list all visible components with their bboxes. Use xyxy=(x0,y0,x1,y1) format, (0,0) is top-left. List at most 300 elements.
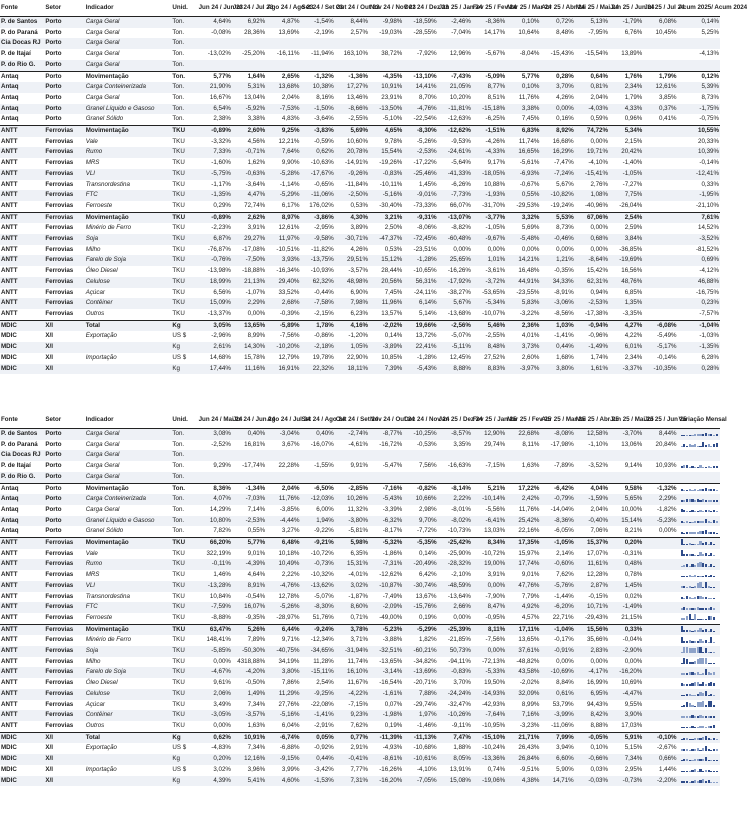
table-header xyxy=(0,412,720,429)
value-cell: 12,61% xyxy=(643,82,677,93)
value-cell: -5,67% xyxy=(485,50,506,58)
value-cell: -1,93% xyxy=(472,190,506,201)
value-cell: -3,77% xyxy=(472,212,506,223)
value-cell: -25,42% xyxy=(438,538,472,549)
value-cell: -4,10% xyxy=(588,159,608,167)
value-cell: 2,22% xyxy=(438,494,472,505)
value-cell: -25,90% xyxy=(447,549,471,557)
value-cell: 0,77% xyxy=(335,732,369,743)
indicador-cell: Milho xyxy=(85,657,101,665)
value-cell: -4,01% xyxy=(348,571,369,579)
value-cell: 0,00% xyxy=(590,657,608,665)
value-cell: -1,75% xyxy=(678,104,720,115)
value-cell: -3,39% xyxy=(382,505,403,513)
value-cell: 5,25% xyxy=(701,28,719,36)
value-cell xyxy=(678,38,720,49)
setor-cell: Ferrovias xyxy=(44,581,84,592)
setor-cell: Ferrovias xyxy=(44,126,84,137)
value-cell: -0,94% xyxy=(575,320,609,331)
value-cell: -3,23% xyxy=(519,721,540,729)
table-row xyxy=(0,635,720,646)
value-cell: 0,41% xyxy=(659,115,677,123)
value-cell: 0,96% xyxy=(624,115,643,123)
fonte-cell: ANTT xyxy=(1,309,18,317)
unidade-cell: Kg xyxy=(171,776,197,787)
unidade-cell: Ton. xyxy=(172,527,185,535)
indicador-cell xyxy=(85,754,172,765)
value-cell: -2,19% xyxy=(314,28,334,36)
value-cell: 63,47% xyxy=(198,624,232,635)
value-cell: -0,10% xyxy=(643,732,677,743)
fonte-cell: P. de Santos xyxy=(0,17,44,28)
value-cell: 163,10% xyxy=(343,50,369,58)
table-row xyxy=(0,483,720,494)
value-cell: 10,00% xyxy=(621,505,643,513)
value-cell xyxy=(575,472,609,483)
value-cell: -5,09% xyxy=(472,71,506,82)
unidade-cell: Ton. xyxy=(172,462,185,470)
value-cell: -1,86% xyxy=(382,549,403,557)
value-cell: 7,98% xyxy=(335,298,369,309)
value-cell: 8,42% xyxy=(575,710,609,721)
value-cell xyxy=(575,60,609,71)
value-cell: 6,00% xyxy=(316,505,334,513)
value-cell: 2,76% xyxy=(590,180,608,188)
setor-cell: Ferrovias xyxy=(44,147,84,158)
value-cell: 2,57% xyxy=(350,28,369,36)
sparkline xyxy=(679,473,719,481)
value-cell: 4,92% xyxy=(506,602,540,613)
table-row xyxy=(0,472,720,483)
setor-cell: Ferrovias xyxy=(45,636,74,644)
value-cell: 7,45% xyxy=(384,288,403,296)
value-cell xyxy=(643,169,677,180)
indicador-cell: Movimentação xyxy=(85,212,172,223)
value-cell: -4,93% xyxy=(382,744,403,752)
value-cell: 21,71% xyxy=(506,732,540,743)
value-cell: -14,91% xyxy=(344,159,369,167)
value-cell: -7,03% xyxy=(232,494,266,505)
setor-cell: Porto xyxy=(45,440,62,448)
value-cell: -6,25% xyxy=(485,115,506,123)
value-cell: -0,67% xyxy=(519,180,540,188)
value-cell xyxy=(643,234,677,245)
sparkline xyxy=(679,571,719,579)
value-cell: 13,65% xyxy=(518,636,540,644)
value-cell: -16,54% xyxy=(379,679,403,687)
indicador-cell: Exportação xyxy=(85,332,117,340)
value-cell: 3,05% xyxy=(198,320,232,331)
unidade-cell: Ton. xyxy=(171,429,197,440)
fonte-cell: ANTT xyxy=(1,571,18,579)
value-cell: -5,47% xyxy=(382,462,403,470)
value-cell: -15,41% xyxy=(575,169,609,180)
sparkline-bar xyxy=(716,739,718,740)
value-cell: 7,75% xyxy=(609,190,643,201)
value-cell: -10,63% xyxy=(310,159,334,167)
value-cell: 2,22% xyxy=(281,571,300,579)
value-cell: 7,45% xyxy=(521,115,540,123)
header-cell: Fonte xyxy=(0,0,44,17)
value-cell: 10,85% xyxy=(381,353,403,361)
value-cell: -2,56% xyxy=(438,320,472,331)
setor-cell: Ferrovias xyxy=(44,710,84,721)
value-cell: 11,32% xyxy=(347,505,369,513)
unidade-cell: Ton. xyxy=(171,483,197,494)
value-cell: 3,84% xyxy=(609,234,643,245)
value-cell: -6,88% xyxy=(279,744,300,752)
setor-cell: X/I xyxy=(44,776,84,787)
table-row xyxy=(0,266,720,277)
value-cell: -5,16% xyxy=(369,190,403,201)
value-cell: -11,82% xyxy=(311,245,334,253)
value-cell: -1,46% xyxy=(416,721,437,729)
value-cell xyxy=(643,450,677,461)
setor-cell: Ferrovias xyxy=(45,571,74,579)
sparkline-cell xyxy=(678,689,720,700)
value-cell: 5,65% xyxy=(609,494,643,505)
value-cell: 8,11% xyxy=(522,440,540,448)
value-cell: -50,30% xyxy=(232,646,266,657)
value-cell: 7,34% xyxy=(247,700,266,708)
value-cell: 7,06% xyxy=(590,527,608,535)
value-cell: 3,90% xyxy=(609,710,643,721)
value-cell xyxy=(300,472,334,483)
unidade-cell: Ton. xyxy=(171,71,197,82)
fonte-cell: MDIC xyxy=(0,364,44,375)
value-cell: 9,78% xyxy=(384,137,403,145)
table-row xyxy=(0,93,720,104)
value-cell xyxy=(643,212,677,223)
value-cell: 7,16% xyxy=(506,710,540,721)
value-cell: -1,87% xyxy=(348,592,369,600)
value-cell: 17,74% xyxy=(506,559,540,570)
value-cell: 8,83% xyxy=(472,364,506,375)
value-cell: -8,66% xyxy=(335,104,369,115)
value-cell xyxy=(643,126,677,137)
sparkline-bar xyxy=(716,521,718,523)
value-cell: 1,21% xyxy=(540,255,574,266)
sparkline-bar xyxy=(713,725,715,728)
table-row xyxy=(0,126,720,137)
table-row xyxy=(0,526,720,537)
value-cell: 11,67% xyxy=(347,679,369,687)
value-cell xyxy=(472,472,506,483)
value-cell: -4,76% xyxy=(266,581,300,592)
value-cell: 2,87% xyxy=(575,581,609,592)
value-cell: 1,61% xyxy=(575,364,609,375)
sparkline xyxy=(679,528,719,536)
value-cell: 10,38% xyxy=(300,82,334,93)
sparkline xyxy=(679,441,719,449)
value-cell: -18,05% xyxy=(472,169,506,180)
table-header xyxy=(0,0,720,17)
value-cell: 13,91% xyxy=(449,765,471,773)
sparkline xyxy=(679,582,719,590)
value-cell: -0,04% xyxy=(622,636,643,644)
value-cell: -9,98% xyxy=(369,17,403,28)
value-cell: 10,60% xyxy=(347,137,369,145)
sparkline-cell xyxy=(678,526,720,537)
value-cell: -12,62% xyxy=(438,126,472,137)
value-cell: -17,92% xyxy=(438,277,472,288)
value-cell: 66,07% xyxy=(449,201,471,209)
fonte-cell: Cia Docas RJ xyxy=(0,38,44,49)
value-cell xyxy=(198,60,232,71)
value-cell: 10,91% xyxy=(369,82,403,93)
fonte-cell: ANTT xyxy=(0,190,44,201)
value-cell: -5,23% xyxy=(369,624,403,635)
value-cell: -31,94% xyxy=(335,646,369,657)
setor-cell: Porto xyxy=(45,462,62,470)
value-cell: -3,22% xyxy=(519,309,540,317)
sparkline-bar xyxy=(713,617,715,621)
value-cell: -0,86% xyxy=(314,332,334,340)
table-row xyxy=(0,201,720,212)
fonte-cell: Antaq xyxy=(1,115,19,123)
fonte-cell: Antaq xyxy=(0,104,44,115)
indicador-cell: Ferroeste xyxy=(85,613,113,621)
value-cell: -34,82% xyxy=(413,657,437,665)
value-cell: -13,36% xyxy=(472,754,506,765)
unidade-cell: Ton. xyxy=(171,104,197,115)
value-cell: 10,80% xyxy=(198,516,232,527)
indicador-cell: Carga Conteinerizada xyxy=(85,82,172,93)
value-cell: -1,04% xyxy=(678,320,720,331)
value-cell: 1,49% xyxy=(232,689,266,700)
setor-cell: Ferrovias xyxy=(44,689,84,700)
value-cell: 67,06% xyxy=(575,212,609,223)
header-cell: Mai 25 / Mai 24 xyxy=(575,0,609,17)
value-cell: 8,73% xyxy=(556,224,574,232)
value-cell: 19,50% xyxy=(484,679,506,687)
indicador-cell: Movimentação xyxy=(85,126,172,137)
value-cell: 8,99% xyxy=(247,332,266,340)
value-cell: 17,07% xyxy=(586,549,608,557)
value-cell: 3,02% xyxy=(213,765,231,773)
fonte-cell: MDIC xyxy=(1,353,17,361)
setor-cell: Porto xyxy=(45,115,62,123)
setor-cell: Porto xyxy=(44,429,84,440)
indicador-cell: Carga Geral xyxy=(85,450,172,461)
setor-cell: Porto xyxy=(44,516,84,527)
value-cell: -0,60% xyxy=(540,559,574,570)
value-cell xyxy=(266,38,300,49)
sparkline xyxy=(679,614,719,622)
value-cell: -5,23% xyxy=(643,516,677,527)
fonte-cell: ANTT xyxy=(1,201,18,209)
value-cell: -12,63% xyxy=(447,115,471,123)
value-cell: 22,32% xyxy=(300,364,334,375)
value-cell: 3,21% xyxy=(369,212,403,223)
value-cell: 3,91% xyxy=(487,571,506,579)
value-cell: 13,67% xyxy=(415,592,437,600)
value-cell: 9,91% xyxy=(350,462,369,470)
value-cell: -9,35% xyxy=(245,613,266,621)
value-cell: 16,10% xyxy=(335,667,369,678)
value-cell: -29,53% xyxy=(516,201,540,209)
sparkline xyxy=(679,680,719,688)
value-cell: -10,73% xyxy=(447,527,471,535)
value-cell: -9,31% xyxy=(403,212,437,223)
fonte-cell: MDIC xyxy=(1,765,17,773)
header-cell: Fev 25 / Jan 25 xyxy=(472,412,506,429)
table-row xyxy=(0,559,720,570)
sparkline xyxy=(679,561,719,569)
value-cell: 148,41% xyxy=(206,636,231,644)
value-cell xyxy=(643,700,677,711)
header-cell: Jan 25 / Dez 24 xyxy=(438,412,472,429)
value-cell: 6,35% xyxy=(350,549,369,557)
value-cell: -2,91% xyxy=(314,721,334,729)
value-cell: -0,14% xyxy=(699,159,719,167)
value-cell: 0,33% xyxy=(701,180,719,188)
value-cell: -7,24% xyxy=(540,169,574,180)
value-cell: -38,27% xyxy=(447,288,471,296)
value-cell: -7,15% xyxy=(348,700,369,708)
value-cell: 21,13% xyxy=(232,277,266,288)
value-cell: -4,20% xyxy=(232,667,266,678)
value-cell xyxy=(643,255,677,266)
header-cell: Abr 25 / Abr 24 xyxy=(540,0,574,17)
value-cell: -6,05% xyxy=(554,527,574,535)
fonte-cell: P. do Paraná xyxy=(1,440,38,448)
value-cell: 22,16% xyxy=(518,527,540,535)
value-cell: 3,78% xyxy=(335,624,369,635)
setor-cell: Ferrovias xyxy=(45,288,74,296)
header-cell: Set 24 / Ago 24 xyxy=(300,412,334,429)
table-row xyxy=(0,516,720,527)
table-row xyxy=(0,765,720,776)
value-cell: -8,82% xyxy=(451,224,471,232)
sparkline-cell xyxy=(678,732,720,743)
value-cell: 3,99% xyxy=(281,765,300,773)
value-cell: -0,83% xyxy=(369,169,403,180)
value-cell: 74,72% xyxy=(575,126,609,137)
value-cell: 2,29% xyxy=(643,494,677,505)
table-row xyxy=(0,721,720,732)
setor-cell: Porto xyxy=(45,50,62,58)
value-cell xyxy=(643,298,677,309)
value-cell: -28,97% xyxy=(276,613,300,621)
value-cell xyxy=(643,646,677,657)
value-cell xyxy=(575,38,609,49)
value-cell: 3,94% xyxy=(556,744,574,752)
value-cell: 2,06% xyxy=(198,689,232,700)
value-cell: 0,00% xyxy=(453,613,471,621)
fonte-cell: Antaq xyxy=(1,505,19,513)
indicador-cell: Soja xyxy=(85,646,172,657)
value-cell: 2,98% xyxy=(419,505,437,513)
sparkline xyxy=(679,593,719,601)
value-cell: 7,31% xyxy=(335,776,369,787)
value-cell: -15,18% xyxy=(472,104,506,115)
value-cell: -2,85% xyxy=(335,483,369,494)
indicador-cell: Óleo Diesel xyxy=(85,679,118,687)
table-row xyxy=(0,732,720,743)
sparkline-cell xyxy=(678,570,720,581)
value-cell xyxy=(643,190,677,201)
value-cell: 4,30% xyxy=(335,212,369,223)
value-cell: -19,26% xyxy=(379,159,403,167)
value-cell: -4,33% xyxy=(472,147,506,158)
value-cell: -3,57% xyxy=(348,267,369,275)
header-cell: Out 24 / Set 24 xyxy=(335,412,369,429)
value-cell: -4,17% xyxy=(575,667,609,678)
table-row xyxy=(0,450,720,461)
value-cell: 3,91% xyxy=(247,224,266,232)
value-cell: 5,69% xyxy=(521,224,540,232)
value-cell: -6,74% xyxy=(266,732,300,743)
table-row xyxy=(0,245,720,256)
value-cell: 0,29% xyxy=(213,201,231,209)
setor-cell: Ferrovias xyxy=(44,234,84,245)
value-cell: -13,07% xyxy=(438,212,472,223)
setor-cell: Ferrovias xyxy=(45,201,74,209)
value-cell: 16,29% xyxy=(540,147,574,158)
value-cell: 1,79% xyxy=(643,71,677,82)
indicador-cell: Carga Geral xyxy=(85,462,120,470)
value-cell: -11,81% xyxy=(438,104,472,115)
sparkline-cell xyxy=(678,667,720,678)
value-cell: 2,91% xyxy=(350,744,369,752)
fonte-cell: ANTT xyxy=(0,689,44,700)
value-cell xyxy=(369,450,403,461)
value-cell: 17,35% xyxy=(506,538,540,549)
fonte-cell: ANTT xyxy=(1,700,18,708)
sparkline-bar xyxy=(716,533,718,534)
value-cell: 7,34% xyxy=(247,744,266,752)
value-cell: -7,64% xyxy=(472,710,506,721)
value-cell: -7,56% xyxy=(485,636,506,644)
value-cell: 18,11% xyxy=(335,364,369,375)
header-cell: Setor xyxy=(44,0,84,17)
value-cell: 8,91% xyxy=(232,581,266,592)
value-cell xyxy=(643,667,677,678)
value-cell: -5,92% xyxy=(232,104,266,115)
setor-cell: Ferrovias xyxy=(45,592,74,600)
indicador-cell: Total xyxy=(85,732,172,743)
value-cell: -53,65% xyxy=(482,288,506,296)
fonte-cell: MDIC xyxy=(0,320,44,331)
value-cell: -0,71% xyxy=(232,147,266,158)
fonte-cell: ANTT xyxy=(0,277,44,288)
setor-cell: Ferrovias xyxy=(44,667,84,678)
sparkline-cell xyxy=(678,776,720,787)
sparkline-bar xyxy=(716,443,718,447)
value-cell: -10,82% xyxy=(540,190,574,201)
table-row xyxy=(0,505,720,516)
value-cell: -3,97% xyxy=(506,364,540,375)
value-cell: -6,50% xyxy=(300,483,334,494)
value-cell: 15,31% xyxy=(335,559,369,570)
value-cell: -13,65% xyxy=(379,657,403,665)
value-cell: 9,61% xyxy=(213,679,231,687)
table-row xyxy=(0,353,720,364)
sparkline xyxy=(679,430,719,438)
value-cell: 0,19% xyxy=(419,613,437,621)
value-cell xyxy=(438,472,472,483)
value-cell xyxy=(643,721,677,732)
value-cell: 1,97% xyxy=(403,710,437,721)
value-cell: 6,85% xyxy=(624,288,643,296)
value-cell xyxy=(335,472,369,483)
value-cell: -60,21% xyxy=(403,646,437,657)
value-cell: 322,19% xyxy=(206,549,231,557)
value-cell: -5,11% xyxy=(438,342,472,353)
value-cell: 13,57% xyxy=(381,309,403,317)
value-cell: -13,98% xyxy=(207,267,231,275)
